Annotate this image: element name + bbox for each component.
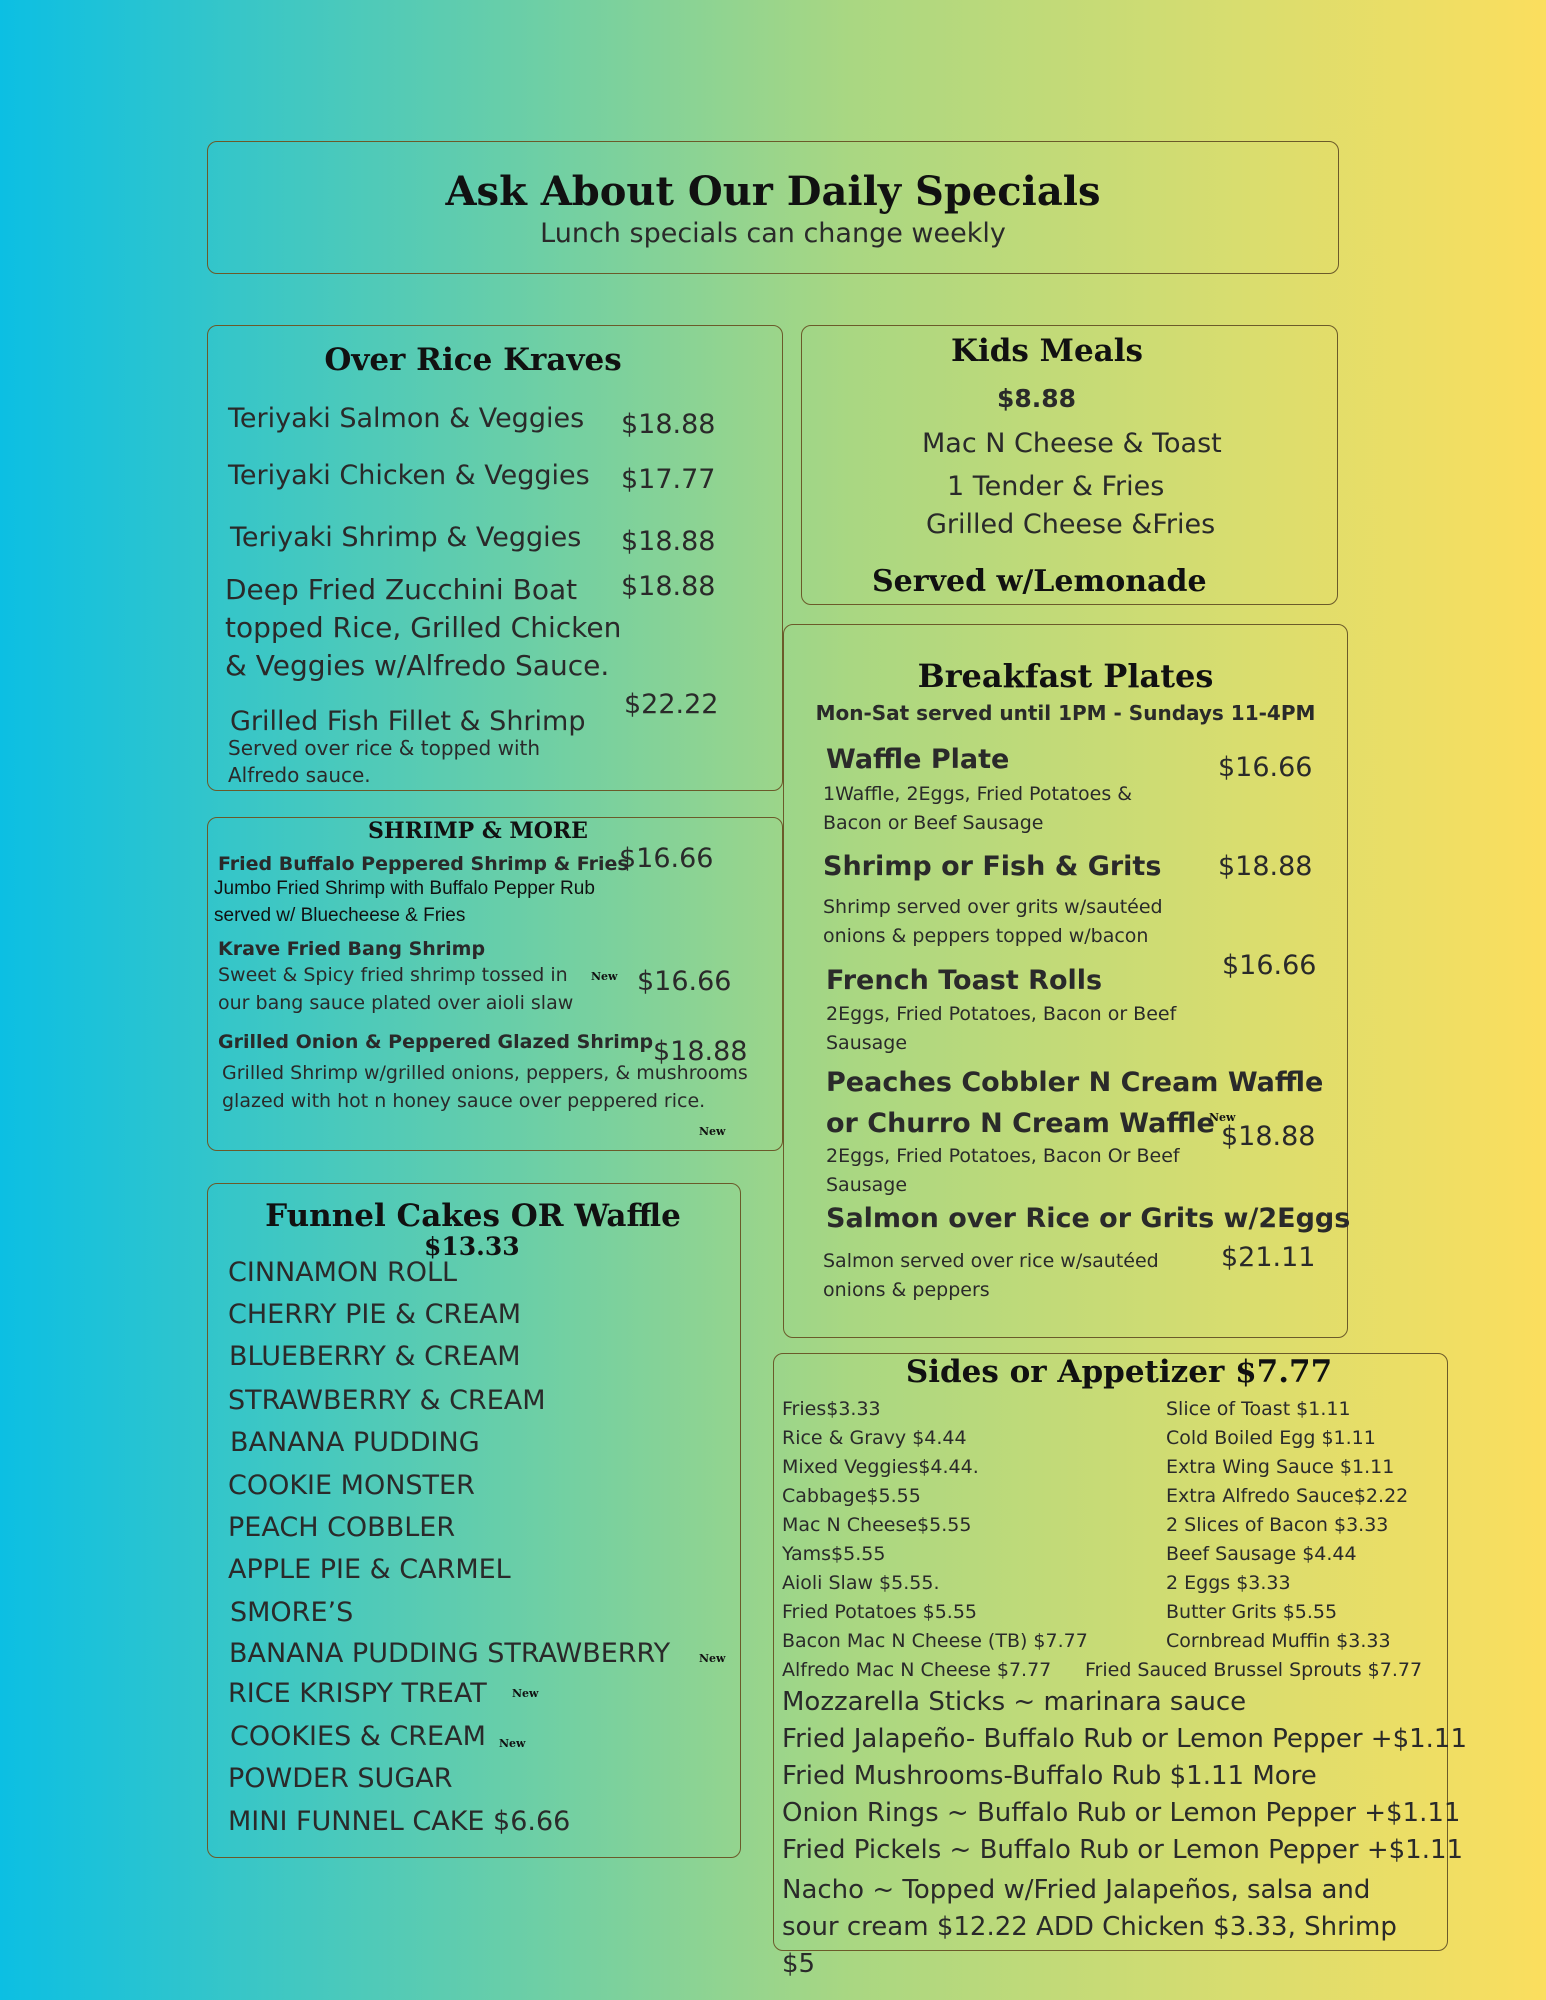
funnel-price: $13.33 [424, 1232, 520, 1261]
menu-item-name: French Toast Rolls [826, 965, 1103, 996]
side-item: Aioli Slaw $5.55. [782, 1572, 940, 1594]
funnel-item: CHERRY PIE & CREAM [228, 1299, 522, 1330]
menu-item-name: Teriyaki Salmon & Veggies [228, 403, 585, 434]
specials-subtitle: Lunch specials can change weekly [540, 218, 1006, 249]
new-badge: New [699, 1652, 726, 1665]
menu-item-price: $18.88 [621, 571, 716, 602]
kids-panel [801, 325, 1338, 605]
menu-item-description: Shrimp served over grits w/sautéed onions & peppers topped w/bacon [823, 896, 1163, 947]
side-item: Rice & Gravy $4.44 [782, 1427, 967, 1449]
side-item: 2 Eggs $3.33 [1166, 1572, 1291, 1594]
menu-item-price: $18.88 [1221, 1121, 1316, 1152]
menu-item-price: $17.77 [621, 464, 716, 495]
side-item: Cold Boiled Egg $1.11 [1166, 1427, 1376, 1449]
side-item: Fries$3.33 [782, 1398, 881, 1420]
side-item: Mac N Cheese$5.55 [782, 1514, 972, 1536]
specials-title: Ask About Our Daily Specials [445, 168, 1101, 215]
menu-item-price: $18.88 [621, 409, 716, 440]
side-item: Yams$5.55 [782, 1543, 886, 1565]
funnel-item: BLUEBERRY & CREAM [229, 1341, 521, 1372]
menu-item-description: Grilled Shrimp w/grilled onions, peppers, & mushrooms glazed with hot n honey sauce over peppered rice. [222, 1062, 748, 1112]
breakfast-panel [783, 624, 1351, 1338]
menu-item-name: Salmon over Rice or Grits w/2Eggs [826, 1203, 1351, 1234]
breakfast-title: Breakfast Plates [917, 657, 1214, 695]
menu-item-name: Krave Fried Bang Shrimp [218, 938, 486, 960]
menu-item-price: $16.66 [637, 966, 732, 997]
funnel-item: BANANA PUDDING STRAWBERRY [229, 1638, 671, 1669]
menu-item-name: Waffle Plate [826, 744, 1010, 775]
side-item: Fried Potatoes $5.55 [782, 1601, 978, 1623]
kids-footer: Served w/Lemonade [872, 564, 1207, 599]
menu-item-description: 1Waffle, 2Eggs, Fried Potatoes & Bacon or Beef Sausage [823, 783, 1133, 834]
side-item: Slice of Toast $1.11 [1166, 1398, 1351, 1420]
side-item: 2 Slices of Bacon $3.33 [1166, 1514, 1389, 1536]
menu-item-description: Sweet & Spicy fried shrimp tossed in our bang sauce plated over aioli slaw [218, 964, 574, 1014]
side-item: Cornbread Muffin $3.33 [1166, 1630, 1391, 1652]
menu-item-name: Teriyaki Shrimp & Veggies [230, 522, 582, 553]
funnel-item: APPLE PIE & CARMEL [228, 1554, 511, 1585]
funnel-item: COOKIES & CREAM [230, 1721, 486, 1752]
kids-item: Grilled Cheese &Fries [926, 509, 1216, 540]
side-item: Cabbage$5.55 [782, 1485, 921, 1507]
menu-item-name: Grilled Onion & Peppered Glazed Shrimp [218, 1031, 654, 1053]
menu-item-description: Jumbo Fried Shrimp with Buffalo Pepper Rub served w/ Bluecheese & Fries [214, 878, 595, 926]
funnel-item: BANANA PUDDING [230, 1427, 480, 1458]
funnel-item: CINNAMON ROLL [228, 1257, 458, 1288]
sides-title: Sides or Appetizer $7.77 [905, 1354, 1333, 1390]
funnel-item: POWDER SUGAR [228, 1763, 453, 1794]
appetizer-item: Nacho ~ Topped w/Fried Jalapeños, salsa and sour cream $12.22 ADD Chicken $3.33, Shrimp $5 [782, 1875, 1397, 1979]
appetizer-item: Fried Jalapeño- Buffalo Rub or Lemon Pepper +$1.11 [782, 1724, 1468, 1754]
funnel-item: RICE KRISPY TREAT [228, 1678, 487, 1709]
funnel-item: PEACH COBBLER [228, 1512, 456, 1543]
funnel-item: SMORE’S [230, 1597, 354, 1628]
menu-item-name: Grilled Fish Fillet & Shrimp [230, 706, 586, 737]
kids-price: $8.88 [997, 384, 1077, 413]
funnel-item: STRAWBERRY & CREAM [228, 1385, 546, 1416]
kids-item: Mac N Cheese & Toast [922, 428, 1222, 459]
side-item: Extra Wing Sauce $1.11 [1166, 1456, 1395, 1478]
breakfast-subtitle: Mon-Sat served until 1PM - Sundays 11-4PM [815, 701, 1316, 725]
menu-item-name: Shrimp or Fish & Grits [823, 851, 1162, 882]
side-item: Butter Grits $5.55 [1166, 1601, 1338, 1623]
menu-item-description: 2Eggs, Fried Potatoes, Bacon or Beef Sausage [826, 1003, 1177, 1054]
appetizer-item: Fried Pickels ~ Buffalo Rub or Lemon Pepper +$1.11 [782, 1835, 1464, 1865]
kids-title: Kids Meals [951, 333, 1143, 369]
shrimp-title: SHRIMP & MORE [368, 818, 588, 844]
appetizer-item: Fried Mushrooms-Buffalo Rub $1.11 More [782, 1761, 1317, 1791]
new-badge: New [512, 1687, 539, 1700]
new-badge: New [699, 1125, 726, 1138]
menu-item-price: $16.66 [1222, 950, 1317, 981]
shrimp-panel [207, 817, 783, 1151]
menu-item-price: $18.88 [621, 526, 716, 557]
over-rice-panel [207, 325, 783, 791]
menu-item-price: $18.88 [1218, 851, 1313, 882]
menu-item-name: Fried Buffalo Peppered Shrimp & Fries [218, 853, 629, 875]
new-badge: New [591, 970, 618, 983]
menu-item-description: Salmon served over rice w/sautéed onions & peppers [823, 1250, 1159, 1301]
side-item: Beef Sausage $4.44 [1166, 1543, 1357, 1565]
funnel-item: COOKIE MONSTER [228, 1470, 475, 1501]
side-item: Alfredo Mac N Cheese $7.77 [782, 1659, 1052, 1681]
side-item: Extra Alfredo Sauce$2.22 [1166, 1485, 1409, 1507]
kids-item: 1 Tender & Fries [947, 471, 1165, 502]
menu-item-price: $16.66 [1218, 752, 1313, 783]
menu-item-description: Served over rice & topped with Alfredo sauce. [228, 736, 541, 787]
menu-item-price: $18.88 [653, 1036, 748, 1067]
appetizer-item: Mozzarella Sticks ~ marinara sauce [782, 1687, 1247, 1717]
sides-panel [773, 1353, 1468, 1979]
funnel-panel [207, 1183, 741, 1858]
menu-item-name: Peaches Cobbler N Cream Waffle or Churro N Cream Waffle [826, 1067, 1324, 1139]
menu-item-name: Deep Fried Zucchini Boat topped Rice, Grilled Chicken & Veggies w/Alfredo Sauce. [225, 573, 622, 682]
funnel-title: Funnel Cakes OR Waffle [265, 1198, 681, 1234]
side-item: Mixed Veggies$4.44. [782, 1456, 979, 1478]
funnel-item: MINI FUNNEL CAKE $6.66 [228, 1806, 571, 1837]
appetizer-item: Onion Rings ~ Buffalo Rub or Lemon Pepper +$1.11 [782, 1798, 1461, 1828]
menu-item-price: $16.66 [619, 843, 714, 874]
side-item: Bacon Mac N Cheese (TB) $7.77 [782, 1630, 1088, 1652]
menu-item-description: 2Eggs, Fried Potatoes, Bacon Or Beef Sausage [826, 1145, 1180, 1196]
new-badge: New [1209, 1111, 1236, 1124]
new-badge: New [499, 1737, 526, 1750]
menu-item-price: $22.22 [624, 689, 719, 720]
menu-item-name: Teriyaki Chicken & Veggies [228, 460, 590, 491]
side-item: Fried Sauced Brussel Sprouts $7.77 [1085, 1659, 1423, 1681]
specials-panel [207, 141, 1339, 274]
over-rice-title: Over Rice Kraves [324, 342, 622, 378]
menu-item-price: $21.11 [1221, 1242, 1316, 1273]
